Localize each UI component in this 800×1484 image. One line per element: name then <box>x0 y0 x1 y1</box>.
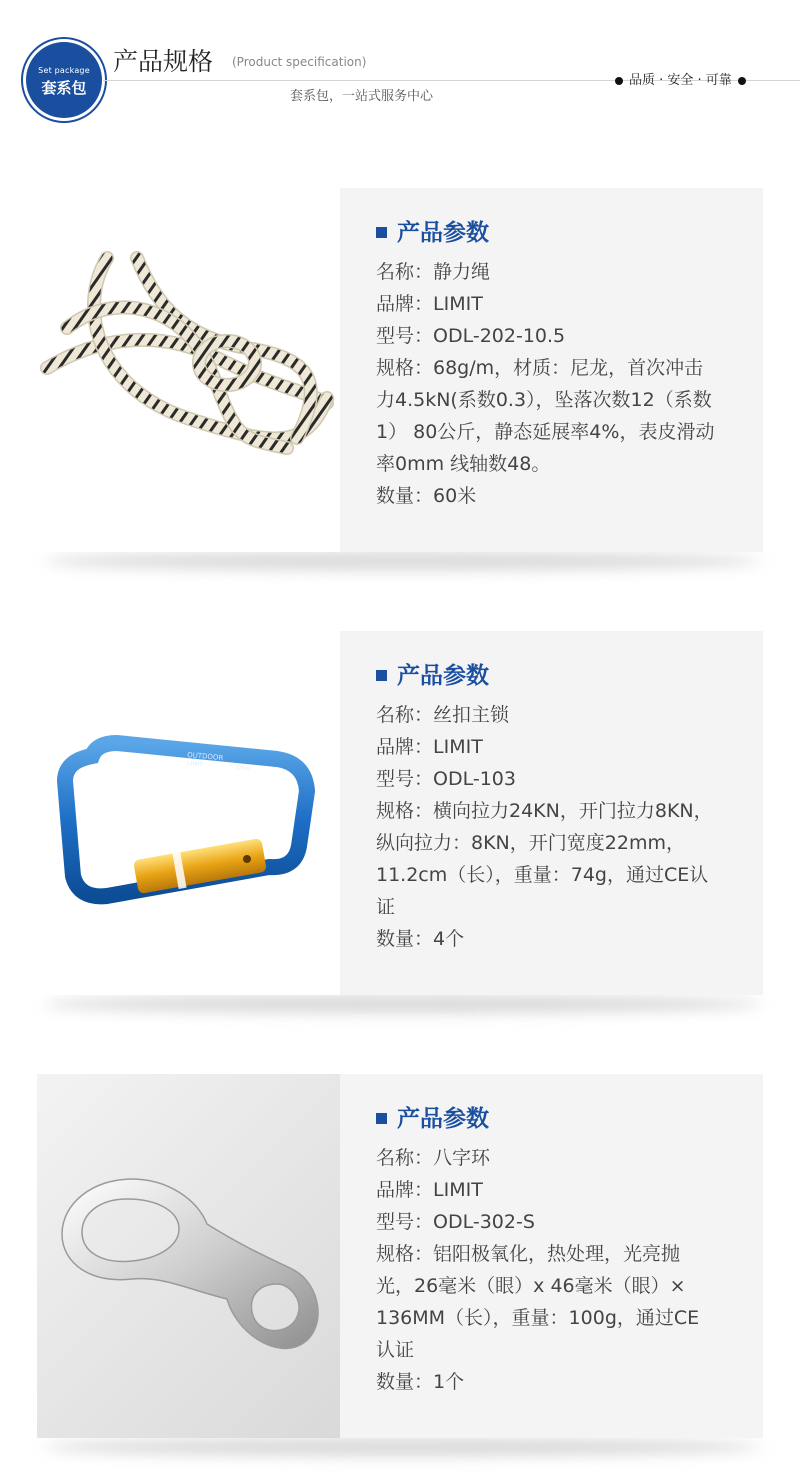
field-label: 数量： <box>376 1371 434 1393</box>
field-label: 品牌： <box>376 1179 434 1201</box>
product-info <box>376 1102 736 1398</box>
product-brand: LIMIT <box>433 293 483 315</box>
product-name-row <box>376 1142 736 1174</box>
logo-text-cn: 套系包 <box>41 79 87 97</box>
product-qty: 60米 <box>433 485 477 507</box>
product-spec-line: 力4.5kN(系数0.3），坠落次数12（系数 <box>376 389 712 411</box>
field-label: 品牌： <box>376 293 434 315</box>
product-qty: 1个 <box>433 1371 465 1393</box>
card-shadow <box>44 1438 762 1456</box>
section-title-text: 产品参数 <box>397 220 489 246</box>
product-brand-row <box>376 288 736 320</box>
engraving-line-3: CE10 <box>236 765 251 773</box>
header-tagline <box>609 69 752 88</box>
product-brand-row <box>376 731 736 763</box>
product-card-rope <box>37 188 763 552</box>
product-spec-line: 规格：68g/m，材质：尼龙，首次冲击 <box>376 357 704 379</box>
product-model-row <box>376 320 736 352</box>
product-name-row <box>376 699 736 731</box>
field-label: 名称： <box>376 704 434 726</box>
product-spec-line: 率0mm 线轴数48。 <box>376 453 551 475</box>
field-label: 名称： <box>376 1147 434 1169</box>
section-title-text: 产品参数 <box>397 663 489 689</box>
product-spec-line: 证 <box>376 896 396 918</box>
product-qty-row <box>376 923 736 955</box>
svg-text:LIMIT <box>187 760 204 768</box>
product-image <box>37 1074 340 1438</box>
bullet-dot-icon <box>738 77 746 85</box>
field-label: 型号： <box>376 1211 434 1233</box>
product-qty-row <box>376 1366 736 1398</box>
product-card-carabiner <box>37 631 763 995</box>
product-spec-line: 1） 80公斤，静态延展率4%，表皮滑动 <box>376 421 715 443</box>
product-model-row <box>376 1206 736 1238</box>
product-image <box>37 631 340 995</box>
carabiner-icon <box>37 631 340 995</box>
product-model: ODL-103 <box>433 768 516 790</box>
tagline-text: 品质 · 安全 · 可靠 <box>629 73 732 88</box>
product-name-row <box>376 256 736 288</box>
card-shadow <box>44 995 762 1013</box>
card-shadow <box>44 552 762 570</box>
product-model-row <box>376 763 736 795</box>
rope-icon <box>37 188 340 552</box>
product-name: 丝扣主锁 <box>433 704 510 726</box>
product-spec-line: 光，26毫米（眼）x 46毫米（眼）× <box>376 1275 686 1297</box>
field-label: 品牌： <box>376 736 434 758</box>
page-header <box>0 0 800 130</box>
field-label: 名称： <box>376 261 434 283</box>
field-label: 数量： <box>376 485 434 507</box>
engraving-line-1: OUTDOOR <box>186 751 224 763</box>
header-slogan: 套系包，一站式服务中心 <box>290 89 434 104</box>
product-model: ODL-302-S <box>433 1211 535 1233</box>
product-qty-row <box>376 480 736 512</box>
field-label: 数量： <box>376 928 434 950</box>
product-brand: LIMIT <box>433 736 483 758</box>
product-spec-line: 11.2cm（长），重量：74g，通过CE认 <box>376 864 709 886</box>
product-spec-line: 规格：铝阳极氧化，热处理，光亮抛 <box>376 1243 681 1265</box>
product-model: ODL-202-10.5 <box>433 325 566 347</box>
logo-text-en: Set package <box>38 66 90 75</box>
field-label: 型号： <box>376 325 434 347</box>
square-bullet-icon <box>376 670 387 681</box>
product-spec-line: 规格：横向拉力24KN，开门拉力8KN， <box>376 800 713 822</box>
page-subtitle: (Product specification) <box>232 55 367 69</box>
bullet-dot-icon <box>615 77 623 85</box>
figure-eight-descender-icon <box>37 1074 340 1438</box>
product-name: 八字环 <box>433 1147 491 1169</box>
field-label: 型号： <box>376 768 434 790</box>
section-title <box>376 1102 736 1136</box>
svg-text:CE10 <box>237 765 250 772</box>
product-spec-line: 136MM（长），重量：100g，通过CE <box>376 1307 700 1329</box>
product-brand: LIMIT <box>433 1179 483 1201</box>
engraving-line-2: LIMIT <box>186 760 204 769</box>
product-brand-row <box>376 1174 736 1206</box>
section-title <box>376 659 736 693</box>
product-qty: 4个 <box>433 928 465 950</box>
brand-logo <box>26 42 102 118</box>
square-bullet-icon <box>376 1113 387 1124</box>
product-info <box>376 659 736 955</box>
section-title <box>376 216 736 250</box>
product-spec-line: 纵向拉力：8KN，开门宽度22mm， <box>376 832 685 854</box>
section-title-text: 产品参数 <box>397 1106 489 1132</box>
product-spec-line: 认证 <box>376 1339 415 1361</box>
product-name: 静力绳 <box>433 261 491 283</box>
product-image <box>37 188 340 552</box>
product-card-figure-eight <box>37 1074 763 1438</box>
square-bullet-icon <box>376 227 387 238</box>
page-title: 产品规格 <box>113 47 214 76</box>
product-info <box>376 216 736 512</box>
